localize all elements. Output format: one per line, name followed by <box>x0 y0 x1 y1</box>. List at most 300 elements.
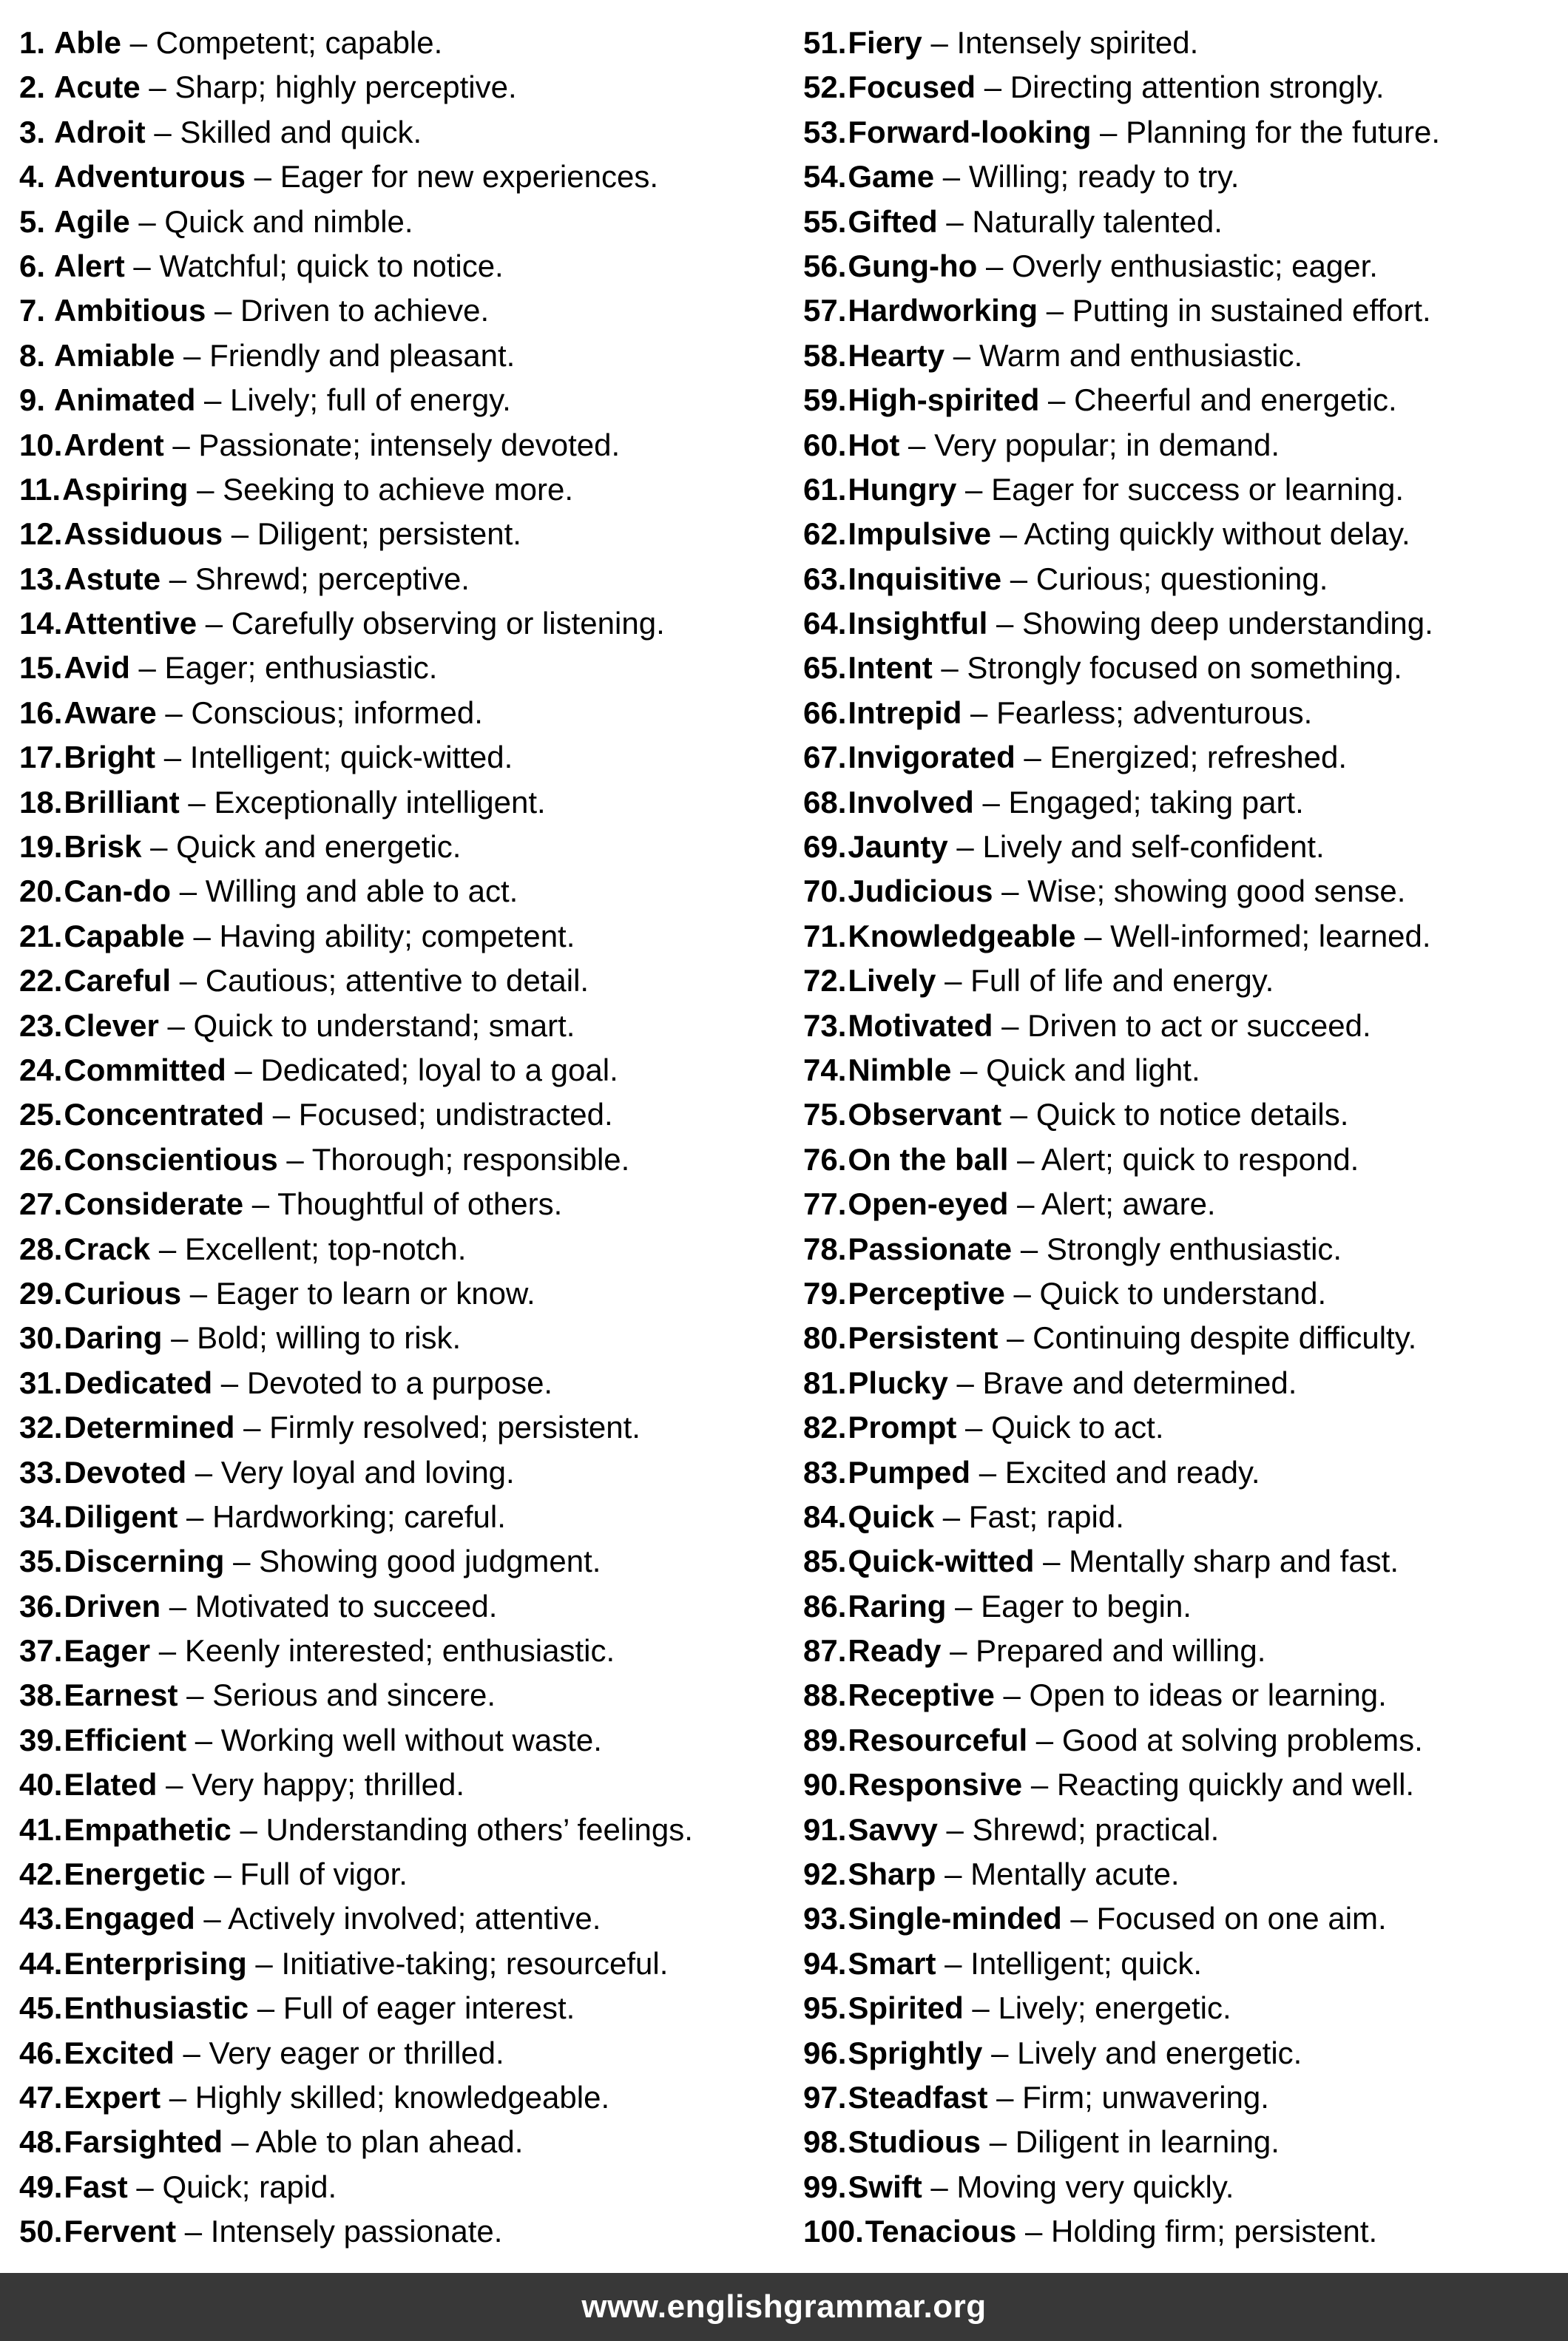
item-word: Nimble <box>848 1052 952 1087</box>
item-word: Perceptive <box>848 1275 1005 1311</box>
item-word: Fervent <box>64 2214 177 2249</box>
list-item <box>19 1092 778 1137</box>
list-item <box>19 1942 778 1986</box>
item-word: Energetic <box>64 1857 206 1892</box>
item-word: Involved <box>848 784 974 820</box>
word-list-column-left <box>0 21 784 2254</box>
item-text <box>64 557 470 601</box>
item-number: 51. <box>803 25 847 60</box>
list-item <box>19 244 778 288</box>
word-list-column-right <box>784 21 1568 2254</box>
item-number: 95. <box>803 1990 847 2026</box>
item-word: Passionate <box>848 1231 1013 1266</box>
item-number: 80. <box>803 1320 847 1356</box>
item-number: 7. <box>19 293 46 328</box>
list-item <box>803 735 1562 780</box>
item-definition: – Moving very quickly. <box>922 2169 1234 2204</box>
item-number: 90. <box>803 1767 847 1803</box>
list-item <box>19 288 778 333</box>
item-definition: – Understanding others’ feelings. <box>231 1811 693 1847</box>
item-word: Smart <box>848 1945 936 1981</box>
item-definition: – Engaged; taking part. <box>973 784 1304 820</box>
item-definition: – Quick and light. <box>951 1052 1200 1087</box>
item-definition: – Shrewd; practical. <box>937 1811 1220 1847</box>
list-item <box>803 1986 1562 2030</box>
item-word: Can-do <box>64 874 172 909</box>
item-text <box>848 2075 1269 2120</box>
item-number: 76. <box>803 1141 847 1177</box>
footer-website-url: www.englishgrammar.org <box>581 2288 987 2325</box>
item-word: Raring <box>848 1588 947 1624</box>
item-word: Brisk <box>64 829 142 865</box>
item-word: Focused <box>848 70 976 105</box>
item-definition: – Planning for the future. <box>1091 114 1441 149</box>
item-definition: – Good at solving problems. <box>1027 1722 1423 1757</box>
list-item <box>19 1004 778 1048</box>
item-text <box>848 1227 1342 1271</box>
item-text <box>64 1495 506 1539</box>
item-definition: – Quick to notice details. <box>1001 1097 1349 1132</box>
item-text <box>848 1271 1326 1316</box>
item-text <box>64 1852 408 1896</box>
item-number: 57. <box>803 293 847 328</box>
item-definition: – Alert; quick to respond. <box>1008 1141 1359 1177</box>
item-number: 4. <box>19 159 46 195</box>
item-definition: – Watchful; quick to notice. <box>124 248 504 283</box>
item-text <box>848 1673 1386 1717</box>
item-text <box>64 1182 562 1226</box>
list-item <box>803 691 1562 735</box>
item-definition: – Driven to act or succeed. <box>993 1007 1371 1043</box>
item-word: Considerate <box>64 1186 244 1222</box>
item-word: Hot <box>848 427 900 462</box>
item-definition: – Willing and able to act. <box>171 874 518 909</box>
item-number: 58. <box>803 337 847 373</box>
item-word: Bright <box>64 740 156 775</box>
item-word: Steadfast <box>848 2079 988 2115</box>
list-item <box>803 1718 1562 1763</box>
list-item <box>19 2165 778 2209</box>
item-word: Gifted <box>848 203 938 239</box>
list-item <box>803 2120 1562 2164</box>
item-word: Forward-looking <box>848 114 1092 149</box>
item-number: 72. <box>803 963 847 999</box>
item-definition: – Full of eager interest. <box>249 1990 575 2026</box>
list-item <box>803 1271 1562 1316</box>
item-word: Tenacious <box>865 2214 1017 2249</box>
item-word: Inquisitive <box>848 561 1002 596</box>
item-definition: – Willing; ready to try. <box>934 159 1240 195</box>
item-definition: – Showing good judgment. <box>224 1544 601 1579</box>
list-item <box>19 1048 778 1092</box>
item-word: Adroit <box>54 114 146 149</box>
item-definition: – Overly enthusiastic; eager. <box>977 248 1378 283</box>
item-text <box>848 110 1440 155</box>
list-item <box>19 959 778 1003</box>
item-text <box>64 1405 641 1450</box>
item-word: Enthusiastic <box>64 1990 249 2026</box>
item-word: Empathetic <box>64 1811 232 1847</box>
item-text <box>64 914 575 959</box>
item-definition: – Highly skilled; knowledgeable. <box>160 2079 610 2115</box>
item-text <box>64 825 461 869</box>
item-text <box>54 334 515 378</box>
item-text <box>848 1361 1297 1405</box>
item-definition: – Hardworking; careful. <box>178 1499 506 1534</box>
item-number: 36. <box>19 1588 63 1624</box>
item-definition: – Mentally sharp and fast. <box>1034 1544 1399 1579</box>
item-number: 66. <box>803 695 847 730</box>
item-text <box>64 691 483 735</box>
list-item <box>803 334 1562 378</box>
item-text <box>64 1986 575 2030</box>
item-definition: – Prepared and willing. <box>941 1633 1266 1669</box>
item-word: On the ball <box>848 1141 1009 1177</box>
item-word: Engaged <box>64 1901 195 1936</box>
item-text <box>848 65 1384 109</box>
item-number: 22. <box>19 963 63 999</box>
item-word: Quick-witted <box>848 1544 1035 1579</box>
item-text <box>64 1584 497 1629</box>
item-number: 87. <box>803 1633 847 1669</box>
item-number: 16. <box>19 695 63 730</box>
item-word: Sharp <box>848 1857 936 1892</box>
item-word: Capable <box>64 918 185 953</box>
list-item <box>19 1808 778 1852</box>
item-text <box>848 2120 1280 2164</box>
item-definition: – Having ability; competent. <box>184 918 575 953</box>
item-number: 45. <box>19 1990 63 2026</box>
item-text <box>848 1852 1179 1896</box>
item-number: 93. <box>803 1901 847 1936</box>
item-number: 34. <box>19 1499 63 1534</box>
list-item <box>803 467 1562 512</box>
item-word: Ready <box>848 1633 942 1669</box>
item-definition: – Mentally acute. <box>936 1857 1180 1892</box>
item-text <box>848 1138 1359 1182</box>
item-number: 64. <box>803 606 847 641</box>
item-definition: – Focused; undistracted. <box>264 1097 613 1132</box>
item-text <box>64 1718 601 1763</box>
item-text <box>64 423 620 467</box>
item-word: Amiable <box>54 337 175 373</box>
item-word: Crack <box>64 1231 151 1266</box>
list-item <box>803 1584 1562 1629</box>
list-item <box>19 869 778 913</box>
item-word: Plucky <box>848 1365 948 1400</box>
item-text <box>64 2031 504 2075</box>
list-item <box>803 1673 1562 1717</box>
item-definition: – Quick to understand. <box>1004 1275 1327 1311</box>
item-text <box>848 1763 1414 1807</box>
item-word: Resourceful <box>848 1722 1028 1757</box>
item-number: 23. <box>19 1007 63 1043</box>
item-definition: – Eager to begin. <box>946 1588 1192 1624</box>
item-definition: – Well-informed; learned. <box>1075 918 1431 953</box>
list-item <box>19 2209 778 2254</box>
item-word: High-spirited <box>848 382 1040 418</box>
list-item <box>803 1092 1562 1137</box>
item-number: 48. <box>19 2124 63 2160</box>
item-number: 32. <box>19 1410 63 1445</box>
item-number: 98. <box>803 2124 847 2160</box>
list-item <box>803 959 1562 1003</box>
item-definition: – Carefully observing or listening. <box>197 606 665 641</box>
item-definition: – Firmly resolved; persistent. <box>234 1410 641 1445</box>
item-definition: – Brave and determined. <box>947 1365 1297 1400</box>
item-text <box>64 869 518 913</box>
item-definition: – Lively; full of energy. <box>195 382 511 418</box>
item-number: 40. <box>19 1767 63 1803</box>
item-word: Astute <box>64 561 161 596</box>
item-text <box>848 200 1223 244</box>
list-item <box>803 1450 1562 1495</box>
item-word: Enterprising <box>64 1945 247 1981</box>
item-word: Jaunty <box>848 829 948 865</box>
item-word: Impulsive <box>848 516 992 552</box>
item-number: 6. <box>19 248 46 283</box>
item-word: Game <box>848 159 935 195</box>
list-item <box>803 155 1562 199</box>
item-definition: – Quick; rapid. <box>127 2169 337 2204</box>
list-item <box>803 65 1562 109</box>
item-definition: – Conscious; informed. <box>156 695 483 730</box>
item-number: 75. <box>803 1097 847 1132</box>
item-text <box>54 200 413 244</box>
item-number: 73. <box>803 1007 847 1043</box>
item-number: 71. <box>803 918 847 953</box>
item-number: 26. <box>19 1141 63 1177</box>
item-number: 37. <box>19 1633 63 1669</box>
item-text <box>64 1539 601 1584</box>
item-definition: – Sharp; highly perceptive. <box>140 70 517 105</box>
list-item <box>19 512 778 556</box>
item-text <box>848 557 1328 601</box>
item-word: Brilliant <box>64 784 180 820</box>
list-item <box>19 1495 778 1539</box>
list-item <box>19 691 778 735</box>
item-word: Swift <box>848 2169 922 2204</box>
item-word: Invigorated <box>848 740 1016 775</box>
item-definition: – Competent; capable. <box>121 25 443 60</box>
item-definition: – Intensely spirited. <box>922 25 1199 60</box>
item-text <box>848 646 1402 690</box>
item-text <box>64 1629 615 1673</box>
item-number: 46. <box>19 2035 63 2070</box>
item-text <box>848 869 1405 913</box>
item-text <box>64 1092 612 1137</box>
item-number: 61. <box>803 471 847 507</box>
item-number: 85. <box>803 1544 847 1579</box>
footer-bar <box>0 2273 1568 2341</box>
item-definition: – Lively and self-confident. <box>947 829 1325 865</box>
item-word: Determined <box>64 1410 235 1445</box>
item-text <box>848 334 1302 378</box>
list-item <box>19 2075 778 2120</box>
item-text <box>848 1629 1265 1673</box>
item-number: 84. <box>803 1499 847 1534</box>
item-definition: – Energized; refreshed. <box>1015 740 1348 775</box>
list-item <box>803 288 1562 333</box>
item-definition: – Cautious; attentive to detail. <box>171 963 589 999</box>
item-definition: – Strongly enthusiastic. <box>1012 1231 1342 1266</box>
item-text <box>64 1942 668 1986</box>
list-item <box>19 200 778 244</box>
item-number: 35. <box>19 1544 63 1579</box>
item-word: Receptive <box>848 1678 995 1713</box>
item-word: Eager <box>64 1633 151 1669</box>
item-definition: – Open to ideas or learning. <box>994 1678 1387 1713</box>
list-item <box>803 1539 1562 1584</box>
item-number: 3. <box>19 114 46 149</box>
item-definition: – Very loyal and loving. <box>186 1454 515 1490</box>
item-word: Able <box>54 25 122 60</box>
item-number: 67. <box>803 740 847 775</box>
list-item <box>803 1048 1562 1092</box>
item-text <box>848 1048 1200 1092</box>
item-number: 31. <box>19 1365 63 1400</box>
item-word: Intrepid <box>848 695 962 730</box>
item-text <box>848 155 1239 199</box>
item-number: 20. <box>19 874 63 909</box>
item-text <box>848 601 1433 646</box>
item-text <box>64 1361 552 1405</box>
item-text <box>64 1896 601 1941</box>
item-word: Acute <box>54 70 141 105</box>
item-text <box>848 423 1280 467</box>
list-item <box>19 1852 778 1896</box>
item-word: Animated <box>54 382 196 418</box>
item-word: Spirited <box>848 1990 964 2026</box>
item-number: 92. <box>803 1857 847 1892</box>
item-text <box>64 959 589 1003</box>
item-definition: – Very happy; thrilled. <box>157 1767 465 1803</box>
item-number: 21. <box>19 918 63 953</box>
list-item <box>803 2031 1562 2075</box>
item-definition: – Full of life and energy. <box>936 963 1274 999</box>
item-definition: – Lively and energetic. <box>982 2035 1302 2070</box>
item-number: 65. <box>803 650 847 686</box>
item-word: Observant <box>848 1097 1002 1132</box>
list-item <box>19 1271 778 1316</box>
item-word: Responsive <box>848 1767 1023 1803</box>
item-definition: – Fast; rapid. <box>934 1499 1124 1534</box>
item-text <box>64 1450 514 1495</box>
item-number: 70. <box>803 874 847 909</box>
item-text <box>64 735 513 780</box>
item-word: Quick <box>848 1499 935 1534</box>
item-text <box>848 691 1312 735</box>
item-word: Committed <box>64 1052 226 1087</box>
list-item <box>803 244 1562 288</box>
item-word: Elated <box>64 1767 158 1803</box>
item-definition: – Reacting quickly and well. <box>1022 1767 1415 1803</box>
item-text <box>848 780 1303 825</box>
list-item <box>803 1361 1562 1405</box>
item-definition: – Thorough; responsible. <box>277 1141 630 1177</box>
item-definition: – Eager to learn or know. <box>181 1275 535 1311</box>
item-text <box>64 646 437 690</box>
item-word: Motivated <box>848 1007 993 1043</box>
item-text <box>64 2075 609 2120</box>
item-number: 47. <box>19 2079 63 2115</box>
list-item <box>19 825 778 869</box>
item-number: 52. <box>803 70 847 105</box>
item-text <box>848 288 1430 333</box>
item-text <box>848 1718 1422 1763</box>
list-item <box>19 1584 778 1629</box>
item-number: 56. <box>803 248 847 283</box>
item-text <box>848 1584 1192 1629</box>
list-item <box>803 1227 1562 1271</box>
item-number: 43. <box>19 1901 63 1936</box>
item-text <box>848 21 1198 65</box>
item-definition: – Naturally talented. <box>937 203 1223 239</box>
item-text <box>64 2209 502 2254</box>
item-text <box>848 735 1347 780</box>
item-definition: – Able to plan ahead. <box>223 2124 524 2160</box>
item-text <box>848 1316 1416 1360</box>
item-number: 42. <box>19 1857 63 1892</box>
item-text <box>64 1271 535 1316</box>
list-item <box>19 557 778 601</box>
list-item <box>803 21 1562 65</box>
item-number: 82. <box>803 1410 847 1445</box>
item-number: 5. <box>19 203 46 239</box>
item-number: 81. <box>803 1365 847 1400</box>
item-definition: – Alert; aware. <box>1008 1186 1216 1222</box>
item-number: 14. <box>19 606 63 641</box>
item-number: 62. <box>803 516 847 552</box>
item-number: 59. <box>803 382 847 418</box>
item-number: 54. <box>803 159 847 195</box>
list-item <box>803 512 1562 556</box>
list-item <box>803 378 1562 422</box>
item-number: 30. <box>19 1320 63 1356</box>
item-number: 55. <box>803 203 847 239</box>
list-item <box>803 557 1562 601</box>
list-item <box>19 1138 778 1182</box>
item-number: 10. <box>19 427 63 462</box>
item-text <box>848 1182 1215 1226</box>
item-number: 96. <box>803 2035 847 2070</box>
item-definition: – Wise; showing good sense. <box>993 874 1406 909</box>
item-text <box>848 914 1430 959</box>
item-text <box>848 959 1274 1003</box>
item-number: 12. <box>19 516 63 552</box>
item-word: Fast <box>64 2169 128 2204</box>
item-number: 19. <box>19 829 63 865</box>
item-word: Fiery <box>848 25 922 60</box>
item-number: 27. <box>19 1186 63 1222</box>
item-word: Efficient <box>64 1722 187 1757</box>
item-word: Careful <box>64 963 172 999</box>
list-item <box>803 2165 1562 2209</box>
item-word: Avid <box>64 650 130 686</box>
list-item <box>19 2031 778 2075</box>
item-definition: – Continuing despite difficulty. <box>998 1320 1417 1356</box>
item-number: 38. <box>19 1678 63 1713</box>
item-definition: – Showing deep understanding. <box>987 606 1433 641</box>
item-number: 1. <box>19 25 46 60</box>
item-number: 33. <box>19 1454 63 1490</box>
item-definition: – Excited and ready. <box>970 1454 1260 1490</box>
item-definition: – Intelligent; quick. <box>936 1945 1202 1981</box>
item-number: 88. <box>803 1678 847 1713</box>
item-number: 24. <box>19 1052 63 1087</box>
item-number: 25. <box>19 1097 63 1132</box>
item-number: 74. <box>803 1052 847 1087</box>
